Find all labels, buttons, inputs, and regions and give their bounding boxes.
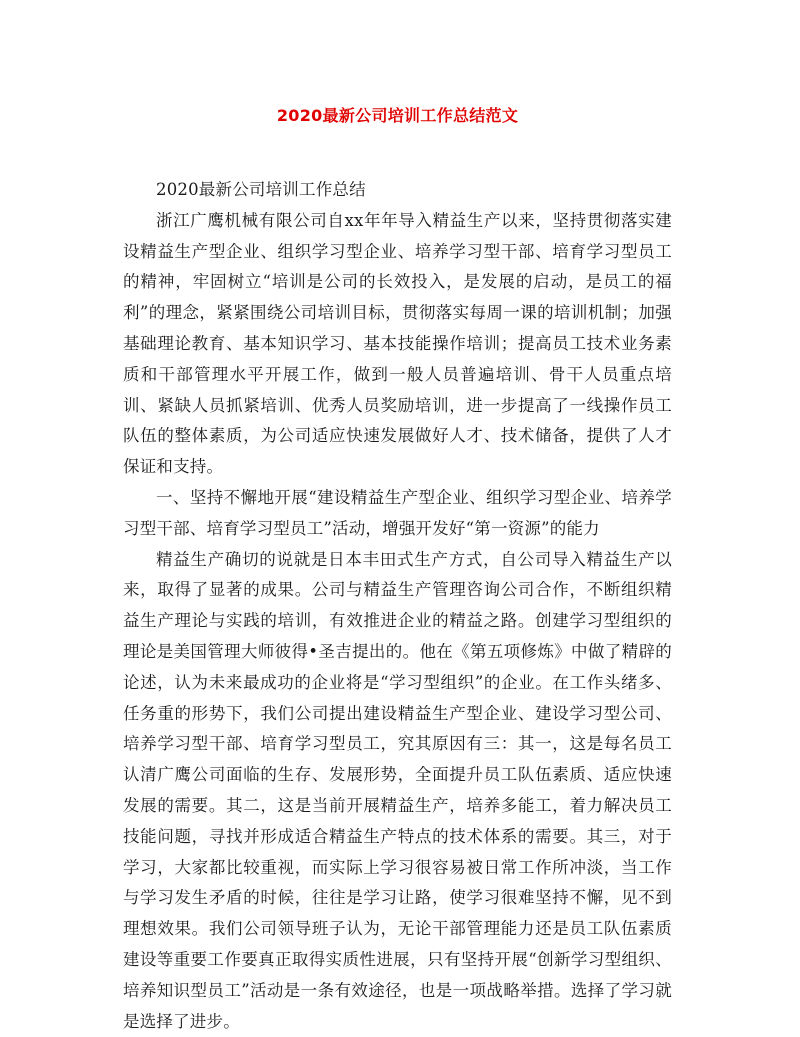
paragraph-intro: 浙江广鹰机械有限公司自xx年年导入精益生产以来，坚持贯彻落实建设精益生产型企业、组织学习型企业、培养学习型干部、培育学习型员工的精神，牢固树立“培训是公司的长效投入，是发展的启动，是员工的福利”的理念，紧紧围绕公司培训目标，贯彻落实每周一课的培训机制；加强基础理论教育、基本知识学习、基本技能操作培训；提高员工技术业务素质和干部管理水平开展工作，做到一般人员普遍培训、骨干人员重点培训、紧缺人员抓紧培训、优秀人员奖励培训，进一步提高了一线操作员工队伍的整体素质，为公司适应快速发展做好人才、技术储备，提供了人才保证和支持。	[123, 210, 672, 477]
paragraph-lean-production: 精益生产确切的说就是日本丰田式生产方式，自公司导入精益生产以来，取得了显著的成果。公司与精益生产管理咨询公司合作，不断组织精益生产理论与实践的培训，有效推进企业的精益之路。创建学习型组织的理论是美国管理大师彼得•圣吉提出的。他在《第五项修炼》中做了精辟的论述，认为未来最成功的企业将是“学习型组织”的企业。在工作头绪多、任务重的形势下，我们公司提出建设精益生产型企业、建设学习型公司、培养学习型干部、培育学习型员工，究其原因有三：其一，这是每名员工认清广鹰公司面临的生存、发展形势，全面提升员工队伍素质、适应快速发展的需要。其二，这是当前开展精益生产，培养多能工，着力解决员工技能问题，寻找并形成适合精益生产特点的技术体系的需要。其三，对于学习，大家都比较重视，而实际上学习很容易被日常工作所冲淡，当工作与学习发生矛盾的时候，往往是学习让路，使学习很难坚持不懈，见不到理想效果。我们公司领导班子认为，无论干部管理能力还是员工队伍素质建设等重要工作要真正取得实质性进展，只有坚持开展“创新学习型组织、培养知识型员工”活动是一条有效途径，也是一项战略举措。选择了学习就是选择了进步。	[123, 549, 672, 1031]
document-title: 2020最新公司培训工作总结范文	[276, 106, 519, 125]
section-heading-1: 一、坚持不懈地开展“建设精益生产型企业、组织学习型企业、培养学习型干部、培育学习型员工”活动，增强开发好“第一资源”的能力	[123, 487, 672, 538]
paragraph-subtitle: 2020最新公司培训工作总结	[156, 180, 366, 199]
